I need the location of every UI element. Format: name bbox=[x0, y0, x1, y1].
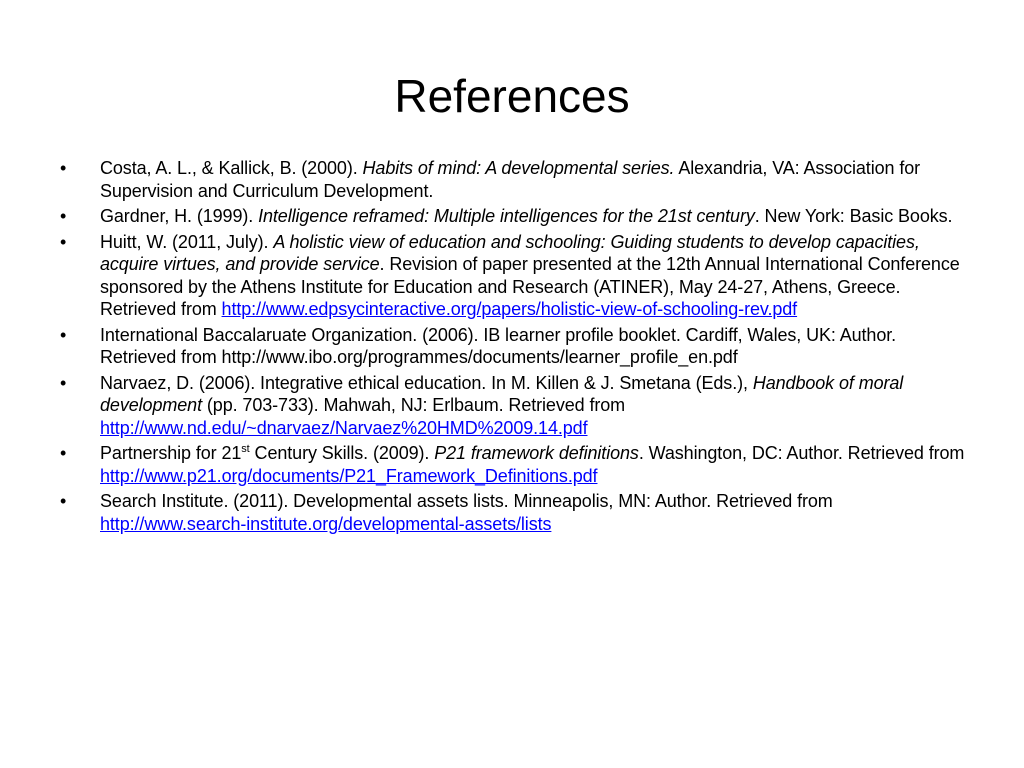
reference-text: Narvaez, D. (2006). Integrative ethical education. In M. Killen & J. Smetana (Eds.), bbox=[100, 372, 753, 393]
reference-item-narvaez bbox=[60, 372, 965, 440]
reference-text: . New York: Basic Books. bbox=[754, 206, 953, 226]
reference-link[interactable]: http://www.nd.edu/~dnarvaez/Narvaez%20HMD%2009.14.pdf bbox=[100, 417, 588, 438]
reference-title: Handbook of moral development bbox=[100, 372, 904, 415]
bullet-icon: • bbox=[60, 231, 67, 252]
bullet-icon: • bbox=[60, 158, 67, 178]
reference-item-costa bbox=[60, 157, 965, 202]
reference-link[interactable]: http://www.p21.org/documents/P21_Framework_Definitions.pdf bbox=[100, 465, 598, 486]
bullet-icon: • bbox=[60, 443, 67, 463]
reference-text: Partnership for 21 bbox=[100, 443, 242, 463]
reference-text: Costa, A. L., & Kallick, B. (2000). bbox=[100, 158, 363, 178]
reference-title: A holistic view of education and schooling: Guiding students to develop capacities, acquire virtues, and provide service bbox=[100, 231, 920, 274]
reference-title: Intelligence reframed: Multiple intelligences for the 21st century bbox=[258, 206, 755, 226]
reference-text: International Baccalaruate Organization. (2006). IB learner profile booklet. Cardiff, Wales, UK: Author. Retrieved from http://www.ibo.org/programmes/documents/learner_profile_en.pdf bbox=[100, 324, 897, 367]
ordinal-suffix: st bbox=[241, 443, 250, 455]
reference-text: (pp. 703-733). Mahwah, NJ: Erlbaum. Retrieved from bbox=[201, 395, 626, 415]
slide-title: References bbox=[394, 70, 630, 122]
reference-text: Search Institute. (2011). Developmental assets lists. Minneapolis, MN: Author. Retrieved from bbox=[100, 491, 833, 511]
reference-title: P21 framework definitions bbox=[434, 443, 639, 463]
bullet-icon: • bbox=[60, 206, 67, 226]
reference-item-ibo bbox=[60, 324, 965, 369]
reference-item-search-institute bbox=[60, 490, 965, 535]
reference-text: Century Skills. (2009). bbox=[249, 443, 435, 463]
reference-item-p21 bbox=[60, 442, 965, 487]
reference-link[interactable]: http://www.edpsycinteractive.org/papers/holistic-view-of-schooling-rev.pdf bbox=[221, 299, 798, 319]
reference-item-huitt bbox=[60, 231, 965, 321]
reference-text: Alexandria, VA: Association for Supervision and Curriculum Development. bbox=[100, 158, 921, 201]
reference-text: . Washington, DC: Author. Retrieved from bbox=[638, 443, 965, 463]
reference-item-gardner bbox=[60, 205, 965, 228]
reference-title: Habits of mind: A developmental series. bbox=[362, 158, 675, 178]
reference-text: Huitt, W. (2011, July). bbox=[100, 231, 274, 252]
bullet-icon: • bbox=[60, 324, 67, 345]
reference-link[interactable]: http://www.search-institute.org/developmental-assets/lists bbox=[100, 513, 552, 534]
bullet-icon: • bbox=[60, 372, 67, 393]
reference-text: . Revision of paper presented at the 12th Annual International Conference sponsored by the Athens Institute for Education and Research (ATINER), May 24-27, Athens, Greece. Retrieved from bbox=[100, 254, 960, 319]
bullet-icon: • bbox=[60, 491, 67, 511]
reference-list bbox=[60, 157, 965, 538]
reference-text: Gardner, H. (1999). bbox=[100, 206, 259, 226]
